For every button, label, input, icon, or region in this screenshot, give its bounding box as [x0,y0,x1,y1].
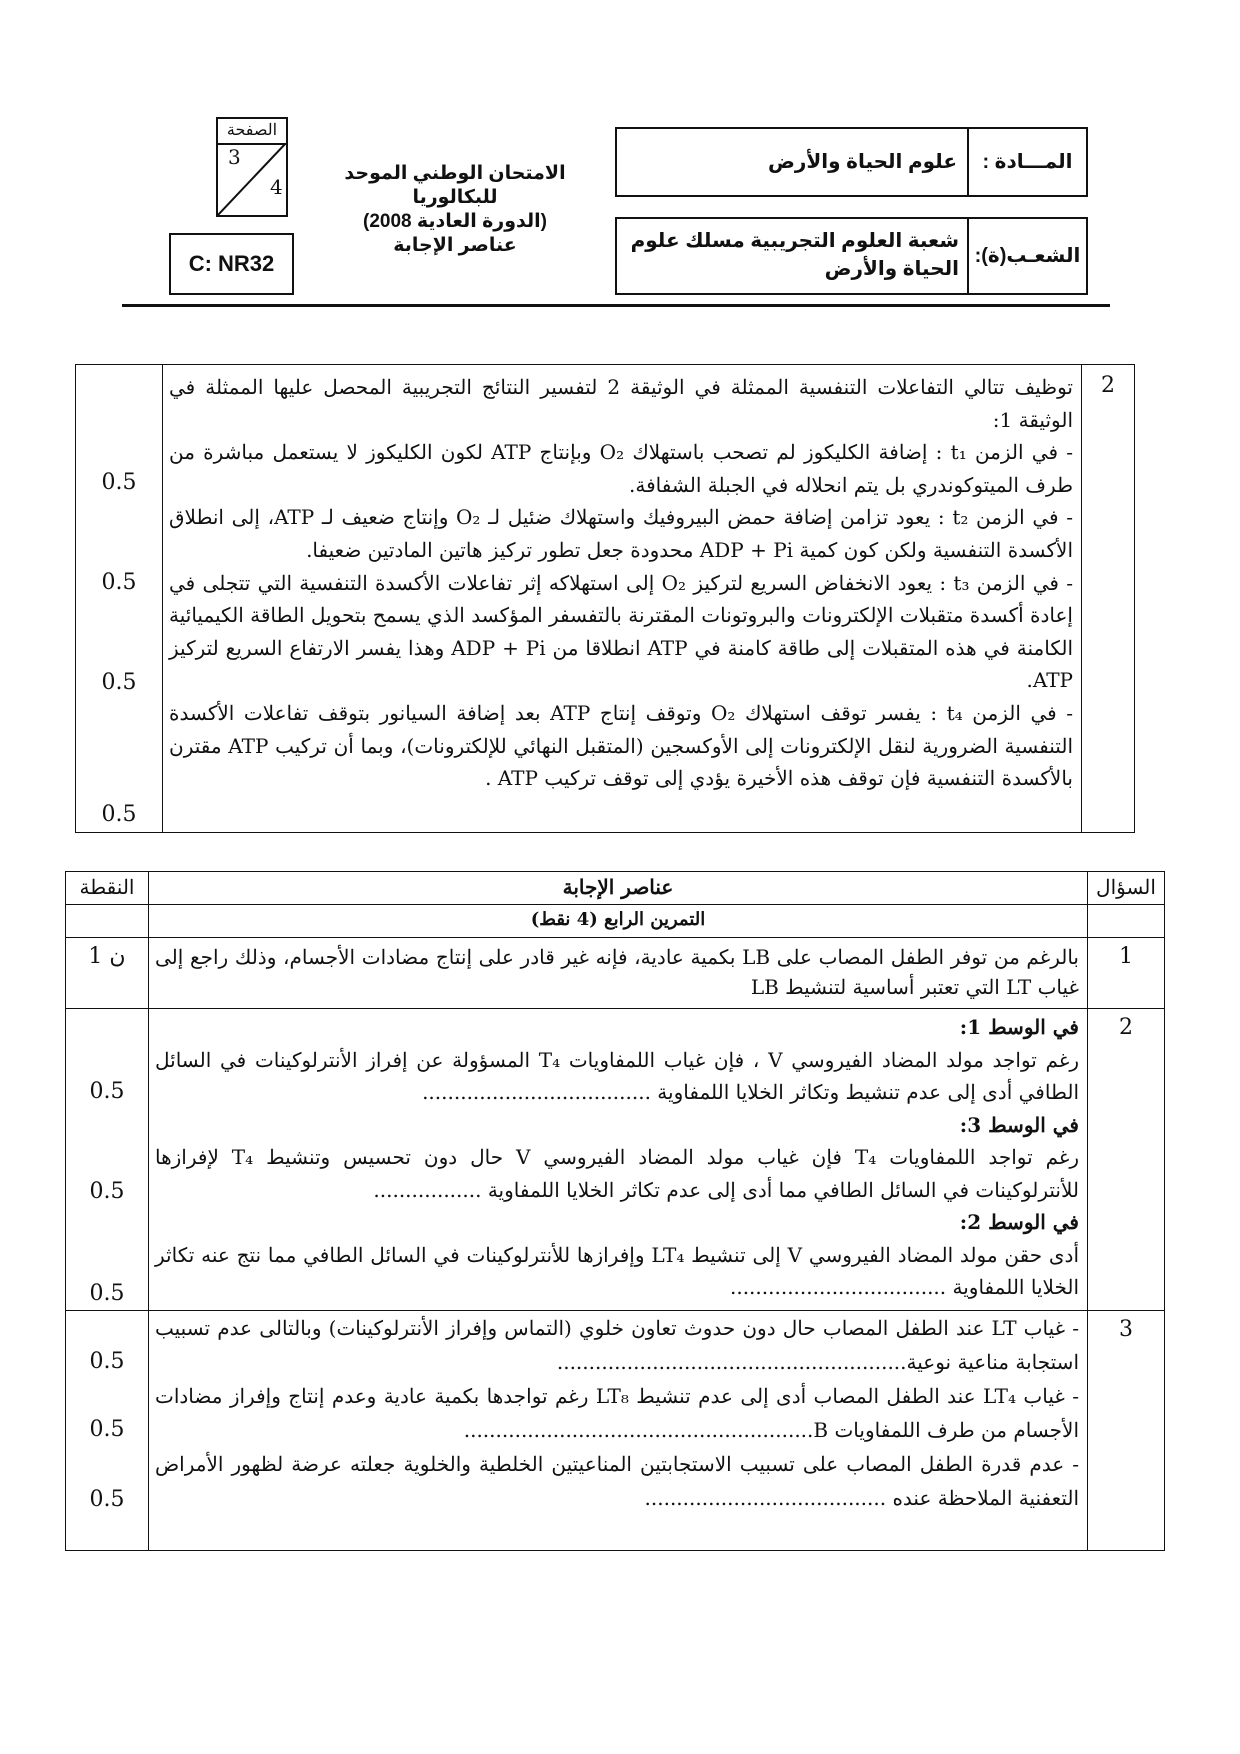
col-header-question: السؤال [1088,872,1165,905]
answer-item: - في الزمن t₄ : يفسر توقف استهلاك O₂ وتوقف إنتاج ATP بعد إضافة السيانور بتوقف تفاعلات الأكسدة التنفسية الضرورية لنقل الإلكترونات إلى الأوكسجين (المتقبل النهائي للإلكترونات)، وبما أن تركيب ATP مقترن بالأكسدة التنفسية فإن توقف هذه الأخيرة يؤدي إلى توقف تركيب ATP . [169,700,1073,791]
page-number-box [216,117,288,217]
header-rule [122,304,1110,307]
subject-value: علوم الحياة والأرض [768,151,957,173]
points-value: 0.5 [101,570,137,595]
answer-item: - في الزمن t₂ : يعود تزامن إضافة حمض البيروفيك واستهلاك ضئيل لـ O₂ وإنتاج ضعيف لـ ATP، إلى انطلاق الأكسدة التنفسية ولكن كون كمية ADP + Pi محدودة جعل تطور تركيز هاتين المادتين ضعيفا. [169,505,1073,562]
subject-box [615,127,1088,197]
col-header-answers: عناصر الإجابة [149,872,1088,905]
points-value: 0.5 [89,1281,125,1306]
question-number-cell [1082,365,1135,833]
question-number: 2 [1119,1015,1133,1040]
question-number: 2 [1101,373,1115,398]
page-current: 3 [228,145,241,169]
points-value: 0.5 [89,1179,125,1204]
points-value: 0.5 [89,1487,125,1512]
points-value: 1 ن [88,944,126,969]
exam-code: C: NR32 [188,251,275,276]
branch-label: الشعـب(ة): [974,245,1081,267]
exam-title-block [300,162,610,258]
points-value: 0.5 [89,1079,125,1104]
question-number: 1 [1119,944,1133,969]
exam-title: الامتحان الوطني الموحد للبكالوريا [344,163,566,208]
col-header-points: النقطة [66,872,149,905]
answer-item: - في الزمن t₁ : إضافة الكليكوز لم تصحب باستهلاك O₂ وبإنتاج ATP لكون الكليكوز لا يستعمل مباشرة من طرف الميتوكوندري بل يتم انحلاله في الجبلة الشفافة. [169,440,1073,497]
exam-code-box [169,233,294,295]
branch-value: شعبة العلوم التجريبية مسلك علوم الحياة والأرض [630,230,959,280]
q3-answer-item: - غياب LT عند الطفل المصاب حال دون حدوث تعاون خلوي (التماس وإفراز الأنترلوكينات) وبالتالى عدم تسبيب استجابة مناعية نوعية....................................................... [155,1316,1079,1374]
medium-3-answer: رغم تواجد اللمفاويات T₄ فإن غياب مولد المضاد الفيروسي V حال دون تحسيس وتنشيط T₄ لإفرازها للأنترلوكينات في السائل الطافي مما أدى إلى عدم تكاثر الخلايا اللمفاوية ................. [155,1145,1080,1202]
points-value: 0.5 [89,1349,125,1374]
answers-label: عناصر الإجابة [393,235,517,256]
medium-2-title: في الوسط 2: [959,1210,1079,1234]
branch-box [615,217,1088,295]
medium-1-title: في الوسط 1: [959,1015,1079,1039]
points-value: 0.5 [101,802,137,827]
points-value: 0.5 [101,670,137,695]
subject-label: المـــادة : [982,151,1073,173]
points-column [76,365,163,833]
exam-session: (الدورة العادية 2008) [363,211,547,232]
medium-2-answer: أدى حقن مولد المضاد الفيروسي V إلى تنشيط LT₄ وإفرازها للأنترلوكينات في السائل الطافي مما نتج عنه تكاثر الخلايا اللمفاوية .................................. [155,1242,1080,1299]
exercise-title: التمرين الرابع (4 نقط) [530,909,706,930]
answer-intro: توظيف تتالي التفاعلات التنفسية الممثلة في الوثيقة 2 لتفسير النتائج التجريبية المحصل عليها الممثلة في الوثيقة 1: [169,375,1073,432]
page-label: الصفحة [218,119,286,145]
q1-answer: بالرغم من توفر الطفل المصاب على LB بكمية عادية، فإنه غير قادر على إنتاج مضادات الأجسام، وذلك راجع إلى غياب LT التي تعتبر أساسية لتنشيط LB [155,945,1079,999]
page-total: 4 [270,175,283,199]
answer-table-continued [75,364,1135,833]
medium-1-answer: رغم تواجد مولد المضاد الفيروسي V ، فإن غياب اللمفاويات T₄ المسؤولة عن إفراز الأنترلوكينات في السائل الطافي أدى إلى عدم تنشيط وتكاثر الخلايا اللمفاوية .................................... [155,1047,1079,1104]
medium-3-title: في الوسط 3: [959,1112,1079,1137]
exercise-title-cell [149,905,1088,938]
points-value: 0.5 [89,1417,125,1442]
answer-table-exercise-4 [65,871,1165,1551]
question-number: 3 [1119,1317,1133,1342]
answer-cell [163,365,1082,833]
answer-item: - في الزمن t₃ : يعود الانخفاض السريع لتركيز O₂ إلى استهلاكه إثر تفاعلات الأكسدة التنفسية التي تتجلى في إعادة أكسدة متقبلات الإلكترونات والبروتونات المقترنة بالتفسفر المؤكسد الذي يسمح بتحويل الطاقة الكيميائية الكامنة في هذه المتقبلات إلى طاقة كامنة في ATP انطلاقا من ADP + Pi وهذا يفسر الارتفاع السريع لتركيز ATP. [169,570,1074,693]
q3-answer-item: - غياب LT₄ عند الطفل المصاب أدى إلى عدم تنشيط LT₈ رغم تواجدها بكمية عادية وعدم إنتاج وإفراز مضادات الأجسام من طرف اللمفاويات B....................................................... [155,1384,1080,1442]
points-value: 0.5 [101,470,137,495]
q3-answer-item: - عدم قدرة الطفل المصاب على تسبيب الاستجابتين المناعيتين الخلطية والخلوية جعلته عرضة لظهور الأمراض التعفنية الملاحظة عنده ...................................... [155,1452,1079,1510]
